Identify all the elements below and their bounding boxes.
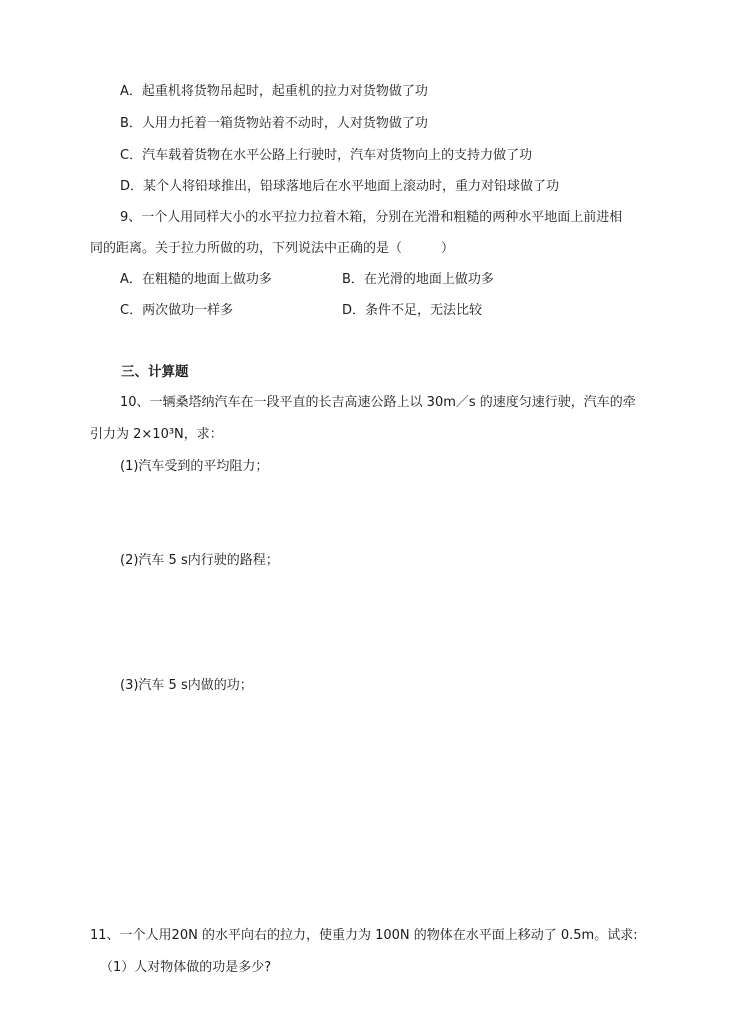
q10-stem-line2: 引力为 2×10³N，求：: [90, 427, 223, 442]
q8-option-a: A．起重机将货物吊起时，起重机的拉力对货物做了功: [120, 84, 428, 99]
q9-option-a: A．在粗糙的地面上做功多: [120, 272, 272, 287]
q11-part1: （1）人对物体做的功是多少?: [100, 960, 272, 975]
q11-stem: 11、一个人用20N 的水平向右的拉力，使重力为 100N 的物体在水平面上移动了 0.5m。试求:: [90, 928, 638, 943]
q10-part1: (1)汽车受到的平均阻力；: [120, 459, 269, 474]
q9-option-d: D．条件不足，无法比较: [342, 303, 483, 318]
q10-part3: (3)汽车 5 s内做的功；: [120, 678, 253, 693]
q8-option-c: C．汽车载着货物在水平公路上行驶时，汽车对货物向上的支持力做了功: [120, 148, 533, 163]
q8-option-d: D．某个人将铅球推出，铅球落地后在水平地面上滚动时，重力对铅球做了功: [120, 179, 560, 194]
q9-stem-line1: 9、一个人用同样大小的水平拉力拉着木箱，分别在光滑和粗糙的两种水平地面上前进相: [120, 210, 623, 225]
q9-stem-line2: 同的距离。关于拉力所做的功，下列说法中正确的是（ ）: [90, 241, 455, 256]
q9-option-b: B．在光滑的地面上做功多: [342, 272, 494, 287]
q10-part2: (2)汽车 5 s内行驶的路程；: [120, 553, 279, 568]
q8-option-b: B．人用力托着一箱货物站着不动时，人对货物做了功: [120, 116, 428, 131]
q10-stem-line1: 10、一辆桑塔纳汽车在一段平直的长吉高速公路上以 30m／s 的速度匀速行驶，汽车的牵: [120, 395, 636, 410]
q9-option-c: C．两次做功一样多: [120, 303, 234, 318]
section-title: 三、计算题: [121, 364, 189, 380]
